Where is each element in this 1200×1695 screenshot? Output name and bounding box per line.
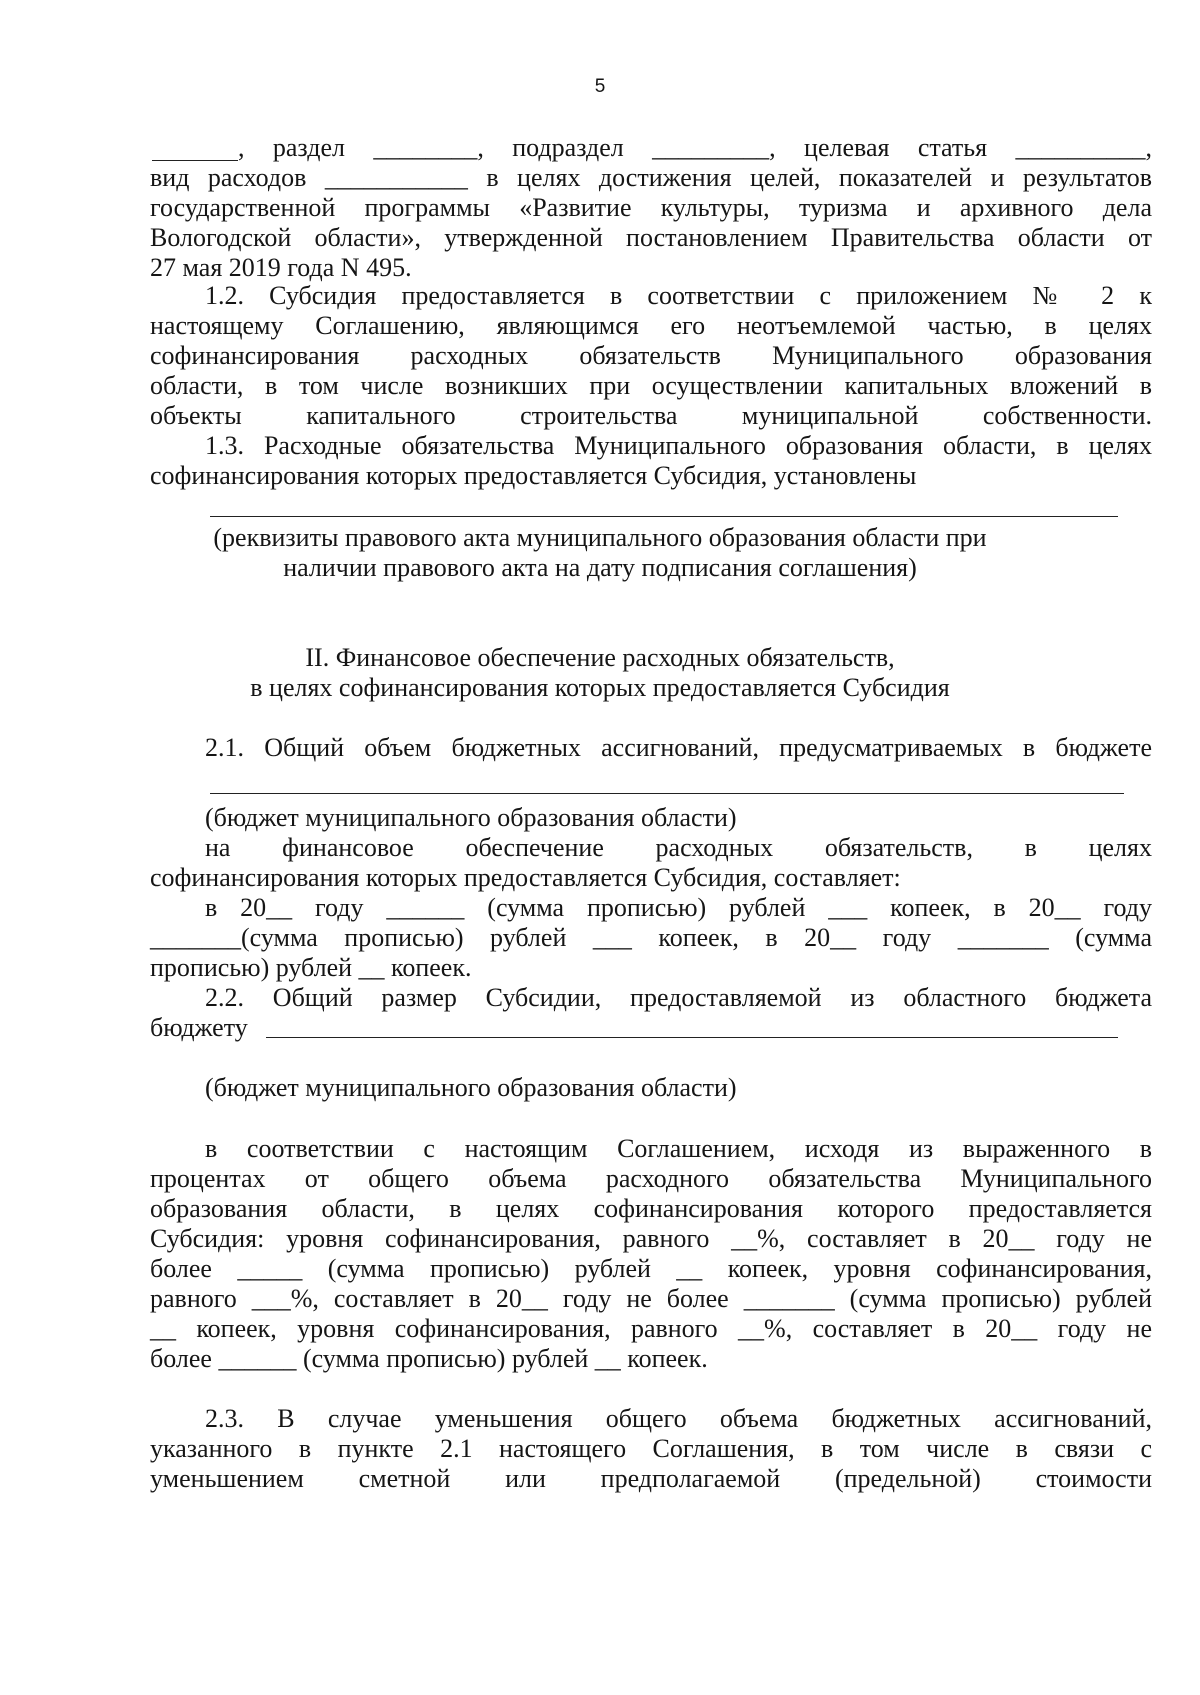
text-line: указанного в пункте 2.1 настоящего Соглашения, в том числе в связи с xyxy=(150,1434,1152,1463)
blank-rule xyxy=(210,793,1124,794)
text-line: 2.2. Общий размер Субсидии, предоставляемой из областного бюджета xyxy=(205,983,1152,1012)
text-line: бюджету xyxy=(150,1013,248,1042)
text-line: наличии правового акта на дату подписания соглашения) xyxy=(283,553,917,582)
text-line: софинансирования расходных обязательств Муниципального образования xyxy=(150,341,1152,370)
section-heading: II. Финансовое обеспечение расходных обязательств, xyxy=(305,643,895,672)
text-line: софинансирования которых предоставляется Субсидия, установлены xyxy=(150,461,917,490)
text-line: равного ___%, составляет в 20__ году не более _______ (сумма прописью) рублей xyxy=(150,1284,1152,1313)
text-line: более ______ (сумма прописью) рублей __ копеек. xyxy=(150,1344,708,1373)
text-line: вид расходов ___________ в целях достижения целей, показателей и результатов xyxy=(150,163,1152,192)
text-line: прописью) рублей __ копеек. xyxy=(150,953,472,982)
text-line: 1.2. Субсидия предоставляется в соответствии с приложением № 2 к xyxy=(205,281,1152,310)
text-line: уменьшением сметной или предполагаемой (предельной) стоимости xyxy=(150,1464,1152,1493)
section-heading: в целях софинансирования которых предоставляется Субсидия xyxy=(250,673,950,702)
page-number: 5 xyxy=(594,76,606,97)
text-line: софинансирования которых предоставляется Субсидия, составляет: xyxy=(150,863,901,892)
text-line: __ копеек, уровня софинансирования, равного __%, составляет в 20__ году не xyxy=(150,1314,1152,1343)
text-line: процентах от общего объема расходного обязательства Муниципального xyxy=(150,1164,1152,1193)
blank-rule xyxy=(210,516,1118,517)
text-line: в соответствии с настоящим Соглашением, исходя из выраженного в xyxy=(205,1134,1152,1163)
text-line: _______(сумма прописью) рублей ___ копеек, в 20__ году _______ (сумма xyxy=(150,923,1152,952)
text-line: Субсидия: уровня софинансирования, равного __%, составляет в 20__ году не xyxy=(150,1224,1152,1253)
text-line: 2.3. В случае уменьшения общего объема бюджетных ассигнований, xyxy=(205,1404,1152,1433)
text-line: в 20__ году ______ (сумма прописью) рублей ___ копеек, в 20__ году xyxy=(205,893,1152,922)
text-line: 27 мая 2019 года N 495. xyxy=(150,253,412,282)
text-line: Вологодской области», утвержденной постановлением Правительства области от xyxy=(150,223,1152,252)
text-line: более _____ (сумма прописью) рублей __ копеек, уровня софинансирования, xyxy=(150,1254,1152,1283)
text-line: области, в том числе возникших при осуществлении капитальных вложений в xyxy=(150,371,1152,400)
blank-rule xyxy=(152,160,238,161)
text-line: 2.1. Общий объем бюджетных ассигнований, предусматриваемых в бюджете xyxy=(205,733,1152,762)
blank-rule xyxy=(266,1037,1118,1038)
text-line: на финансовое обеспечение расходных обязательств, в целях xyxy=(205,833,1152,862)
text-line: настоящему Соглашению, являющимся его неотъемлемой частью, в целях xyxy=(150,311,1152,340)
text-line: 1.3. Расходные обязательства Муниципального образования области, в целях xyxy=(205,431,1152,460)
text-line: образования области, в целях софинансирования которого предоставляется xyxy=(150,1194,1152,1223)
text-line: (бюджет муниципального образования области) xyxy=(205,803,737,832)
text-line: , раздел ________, подраздел _________, целевая статья __________, xyxy=(238,133,1152,162)
text-line: объекты капитального строительства муниципальной собственности. xyxy=(150,401,1152,430)
text-line: (реквизиты правового акта муниципального образования области при xyxy=(213,523,987,552)
text-line: государственной программы «Развитие культуры, туризма и архивного дела xyxy=(150,193,1152,222)
text-line: (бюджет муниципального образования области) xyxy=(205,1073,737,1102)
